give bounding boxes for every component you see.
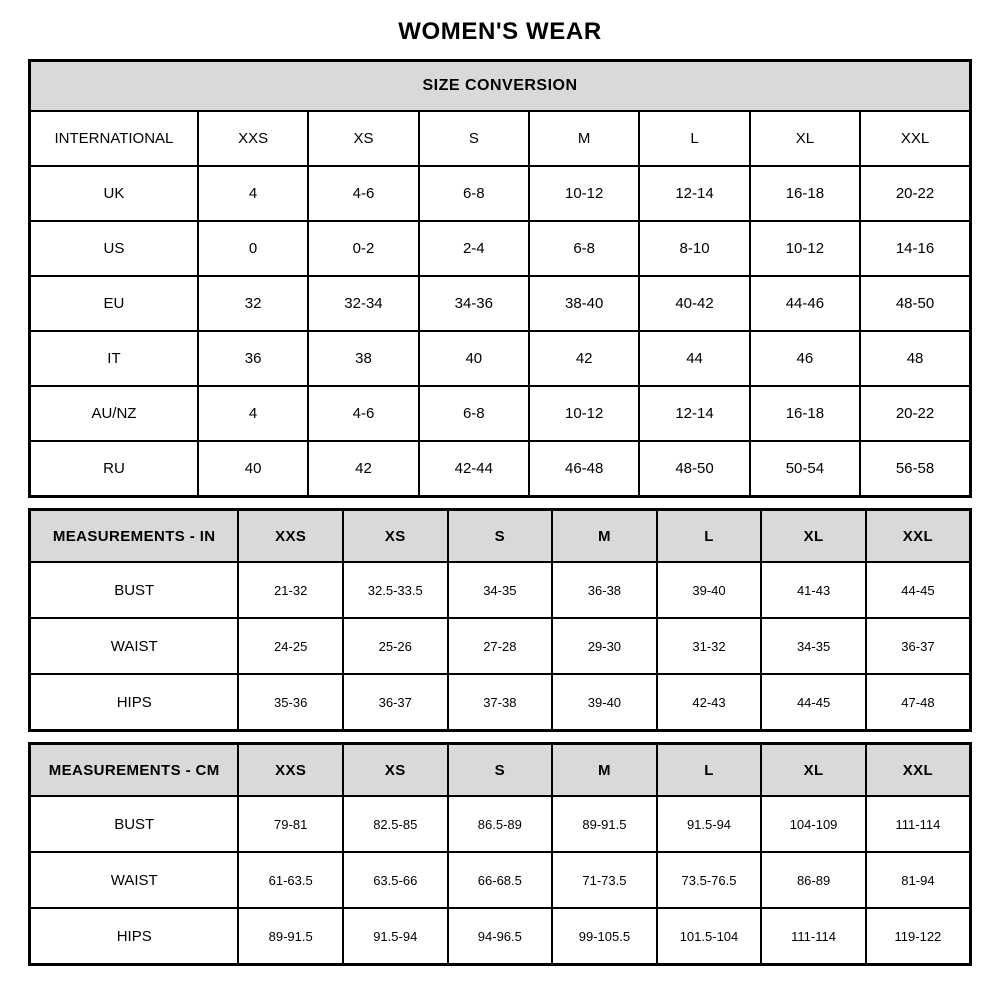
table-title-row	[30, 61, 971, 112]
size-conversion-body	[30, 61, 971, 497]
measurement-value-cell: 94-96.5	[448, 908, 553, 965]
size-value-cell: 6-8	[419, 386, 529, 441]
size-value-cell: 8-10	[639, 221, 749, 276]
measurement-value-cell: 27-28	[448, 618, 553, 674]
table-row	[30, 276, 971, 331]
size-value-cell: 48-50	[860, 276, 970, 331]
table-title-cell: MEASUREMENTS - IN	[30, 510, 239, 563]
size-column-header: L	[639, 111, 749, 166]
row-label: RU	[30, 441, 198, 497]
size-column-header: M	[552, 744, 657, 797]
size-value-cell: 48	[860, 331, 970, 386]
measurement-value-cell: 63.5-66	[343, 852, 448, 908]
size-value-cell: 6-8	[529, 221, 639, 276]
size-column-header: XS	[343, 510, 448, 563]
table-row	[30, 674, 971, 731]
measurements-cm-table	[28, 742, 972, 966]
table-row	[30, 441, 971, 497]
size-column-header: XL	[750, 111, 860, 166]
row-label: EU	[30, 276, 198, 331]
measurement-value-cell: 34-35	[761, 618, 866, 674]
table-row	[30, 386, 971, 441]
measurement-value-cell: 32.5-33.5	[343, 562, 448, 618]
size-column-header: S	[419, 111, 529, 166]
measurement-value-cell: 41-43	[761, 562, 866, 618]
measurement-value-cell: 66-68.5	[448, 852, 553, 908]
size-column-header: XXL	[860, 111, 970, 166]
table-row	[30, 908, 971, 965]
row-label: WAIST	[30, 852, 239, 908]
measurement-value-cell: 111-114	[866, 796, 971, 852]
size-value-cell: 12-14	[639, 166, 749, 221]
measurement-value-cell: 39-40	[552, 674, 657, 731]
size-value-cell: 48-50	[639, 441, 749, 497]
size-value-cell: 10-12	[529, 166, 639, 221]
column-header-row	[30, 510, 971, 563]
row-label-header: INTERNATIONAL	[30, 111, 198, 166]
size-column-header: S	[448, 510, 553, 563]
measurement-value-cell: 21-32	[238, 562, 343, 618]
measurement-value-cell: 104-109	[761, 796, 866, 852]
size-conversion-table	[28, 59, 972, 498]
measurements-in-body	[30, 510, 971, 731]
column-header-row	[30, 744, 971, 797]
size-column-header: M	[529, 111, 639, 166]
table-row	[30, 618, 971, 674]
size-value-cell: 36	[198, 331, 308, 386]
table-row	[30, 331, 971, 386]
size-value-cell: 46-48	[529, 441, 639, 497]
size-column-header: L	[657, 744, 762, 797]
size-value-cell: 34-36	[419, 276, 529, 331]
size-value-cell: 14-16	[860, 221, 970, 276]
measurement-value-cell: 42-43	[657, 674, 762, 731]
size-value-cell: 0-2	[308, 221, 418, 276]
size-value-cell: 56-58	[860, 441, 970, 497]
measurement-value-cell: 119-122	[866, 908, 971, 965]
measurement-value-cell: 36-37	[343, 674, 448, 731]
size-column-header: XL	[761, 744, 866, 797]
measurement-value-cell: 111-114	[761, 908, 866, 965]
measurement-value-cell: 25-26	[343, 618, 448, 674]
size-value-cell: 4-6	[308, 166, 418, 221]
measurement-value-cell: 29-30	[552, 618, 657, 674]
size-value-cell: 38-40	[529, 276, 639, 331]
measurement-value-cell: 39-40	[657, 562, 762, 618]
measurement-value-cell: 91.5-94	[657, 796, 762, 852]
size-value-cell: 4-6	[308, 386, 418, 441]
measurement-value-cell: 44-45	[866, 562, 971, 618]
measurement-value-cell: 89-91.5	[238, 908, 343, 965]
table-row	[30, 852, 971, 908]
size-value-cell: 2-4	[419, 221, 529, 276]
size-value-cell: 10-12	[529, 386, 639, 441]
row-label: HIPS	[30, 674, 239, 731]
measurement-value-cell: 24-25	[238, 618, 343, 674]
size-value-cell: 40	[198, 441, 308, 497]
size-column-header: L	[657, 510, 762, 563]
size-value-cell: 6-8	[419, 166, 529, 221]
row-label: HIPS	[30, 908, 239, 965]
measurement-value-cell: 44-45	[761, 674, 866, 731]
size-value-cell: 16-18	[750, 386, 860, 441]
measurement-value-cell: 61-63.5	[238, 852, 343, 908]
size-value-cell: 0	[198, 221, 308, 276]
size-value-cell: 42	[308, 441, 418, 497]
measurements-in-table	[28, 508, 972, 732]
size-column-header: XS	[343, 744, 448, 797]
measurement-value-cell: 73.5-76.5	[657, 852, 762, 908]
size-value-cell: 40	[419, 331, 529, 386]
measurement-value-cell: 86.5-89	[448, 796, 553, 852]
size-value-cell: 40-42	[639, 276, 749, 331]
size-value-cell: 42-44	[419, 441, 529, 497]
size-value-cell: 20-22	[860, 166, 970, 221]
size-column-header: XXL	[866, 744, 971, 797]
size-column-header: XXS	[238, 744, 343, 797]
size-value-cell: 44	[639, 331, 749, 386]
measurement-value-cell: 36-37	[866, 618, 971, 674]
measurement-value-cell: 35-36	[238, 674, 343, 731]
measurement-value-cell: 34-35	[448, 562, 553, 618]
size-value-cell: 42	[529, 331, 639, 386]
measurement-value-cell: 82.5-85	[343, 796, 448, 852]
row-label: IT	[30, 331, 198, 386]
size-value-cell: 32-34	[308, 276, 418, 331]
row-label: US	[30, 221, 198, 276]
row-label: UK	[30, 166, 198, 221]
measurement-value-cell: 37-38	[448, 674, 553, 731]
size-value-cell: 38	[308, 331, 418, 386]
measurement-value-cell: 99-105.5	[552, 908, 657, 965]
table-row	[30, 221, 971, 276]
size-value-cell: 16-18	[750, 166, 860, 221]
size-column-header: XXS	[198, 111, 308, 166]
size-value-cell: 20-22	[860, 386, 970, 441]
measurement-value-cell: 47-48	[866, 674, 971, 731]
size-column-header: M	[552, 510, 657, 563]
size-value-cell: 44-46	[750, 276, 860, 331]
measurement-value-cell: 89-91.5	[552, 796, 657, 852]
size-value-cell: 50-54	[750, 441, 860, 497]
size-column-header: XS	[308, 111, 418, 166]
page-title: WOMEN'S WEAR	[398, 18, 602, 45]
size-column-header: XL	[761, 510, 866, 563]
row-label: WAIST	[30, 618, 239, 674]
size-value-cell: 46	[750, 331, 860, 386]
size-column-header: S	[448, 744, 553, 797]
measurement-value-cell: 86-89	[761, 852, 866, 908]
size-column-header: XXS	[238, 510, 343, 563]
row-label: BUST	[30, 562, 239, 618]
measurement-value-cell: 81-94	[866, 852, 971, 908]
size-value-cell: 32	[198, 276, 308, 331]
measurement-value-cell: 101.5-104	[657, 908, 762, 965]
measurement-value-cell: 91.5-94	[343, 908, 448, 965]
table-title-cell: MEASUREMENTS - CM	[30, 744, 239, 797]
column-header-row	[30, 111, 971, 166]
row-label: BUST	[30, 796, 239, 852]
table-row	[30, 166, 971, 221]
measurement-value-cell: 79-81	[238, 796, 343, 852]
row-label: AU/NZ	[30, 386, 198, 441]
table-title-cell: SIZE CONVERSION	[30, 61, 971, 112]
size-value-cell: 12-14	[639, 386, 749, 441]
size-value-cell: 4	[198, 166, 308, 221]
measurement-value-cell: 71-73.5	[552, 852, 657, 908]
size-value-cell: 10-12	[750, 221, 860, 276]
measurement-value-cell: 31-32	[657, 618, 762, 674]
measurement-value-cell: 36-38	[552, 562, 657, 618]
size-value-cell: 4	[198, 386, 308, 441]
size-column-header: XXL	[866, 510, 971, 563]
table-row	[30, 562, 971, 618]
measurements-cm-body	[30, 744, 971, 965]
table-row	[30, 796, 971, 852]
